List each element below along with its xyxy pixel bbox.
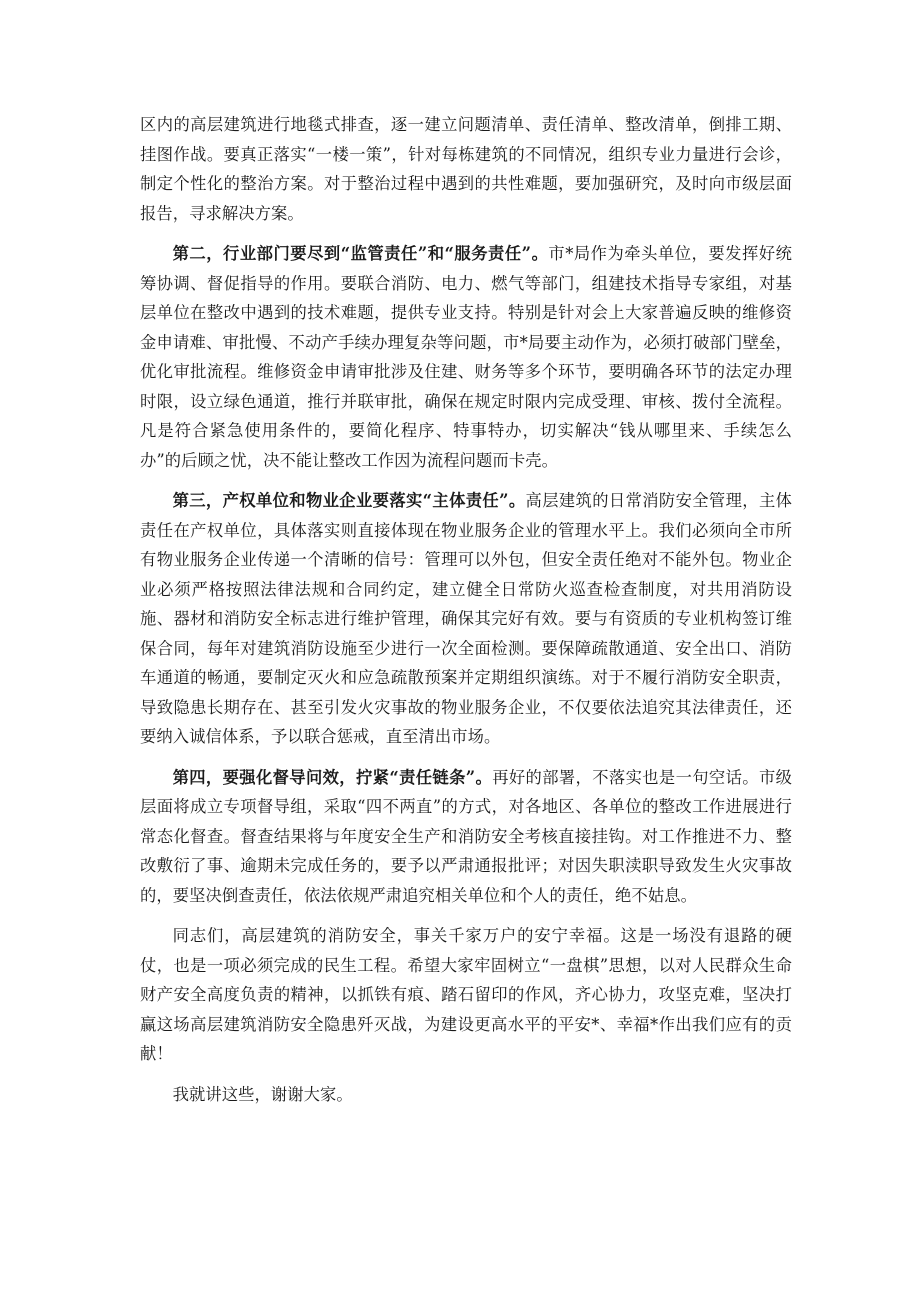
paragraph-text: 高层建筑的日常消防安全管理，主体责任在产权单位，具体落实则直接体现在物业服务企业的管理水平上。我们必须向全市所有物业服务企业传递一个清晰的信号：管理可以外包，但安全责任绝对不能外包。物业企业必须严格按照法律法规和合同约定，建立健全日常防火巡查检查制度，对共用消防设施、器材和消防安全标志进行维护管理，确保其完好有效。要与有资质的专业机构签订维保合同，每年对建筑消防设施至少进行一次全面检测。要保障疏散通道、安全出口、消防车通道的畅通，要制定灭火和应急疏散预案并定期组织演练。对于不履行消防安全职责，导致隐患长期存在、甚至引发火灾事故的物业服务企业，不仅要依法追究其法律责任，还要纳入诚信体系，予以联合惩戒，直至清出市场。 bbox=[140, 491, 793, 746]
paragraph-heading: 第三，产权单位和物业企业要落实“主体责任”。 bbox=[172, 491, 526, 510]
paragraph-closing bbox=[140, 1080, 792, 1110]
paragraph-conclusion bbox=[140, 921, 792, 1069]
paragraph-text: 区内的高层建筑进行地毯式排查，逐一建立问题清单、责任清单、整改清单，倒排工期、挂图作战。要真正落实“一楼一策”，针对每栋建筑的不同情况，组织专业力量进行会诊，制定个性化的整治方案。对于整治过程中遇到的共性难题，要加强研究，及时向市级层面报告，寻求解决方案。 bbox=[140, 115, 792, 223]
document-page bbox=[140, 110, 792, 1120]
paragraph-second-point bbox=[140, 239, 792, 475]
paragraph-fourth-point bbox=[140, 763, 792, 911]
paragraph-heading: 第二，行业部门要尽到“监管责任”和“服务责任”。 bbox=[172, 244, 549, 263]
paragraph-third-point bbox=[140, 486, 792, 752]
paragraph-heading: 第四，要强化督导问效，拧紧“责任链条”。 bbox=[172, 767, 493, 787]
paragraph-text: 我就讲这些，谢谢大家。 bbox=[172, 1084, 353, 1104]
paragraph-continuation bbox=[140, 110, 792, 228]
paragraph-text: 再好的部署，不落实也是一句空话。市级层面将成立专项督导组，采取“四不两直”的方式，对各地区、各单位的整改工作进展进行常态化督查。督查结果将与年度安全生产和消防安全考核直接挂钩。对工作推进不力、整改敷衍了事、逾期未完成任务的，要予以严肃通报批评；对因失职渎职导致发生火灾事故的，要坚决倒查责任，依法依规严肃追究相关单位和个人的责任，绝不姑息。 bbox=[140, 767, 792, 905]
paragraph-text: 同志们，高层建筑的消防安全，事关千家万户的安宁幸福。这是一场没有退路的硬仗，也是一项必须完成的民生工程。希望大家牢固树立“一盘棋”思想，以对人民群众生命财产安全高度负责的精神，以抓铁有痕、踏石留印的作风，齐心协力，攻坚克难，坚决打赢这场高层建筑消防安全隐患歼灭战，为建设更高水平的平安*、幸福*作出我们应有的贡献！ bbox=[140, 926, 792, 1063]
paragraph-text: 市*局作为牵头单位，要发挥好统筹协调、督促指导的作用。要联合消防、电力、燃气等部门，组建技术指导专家组，对基层单位在整改中遇到的技术难题，提供专业支持。特别是针对会上大家普遍反映的维修资金申请难、审批慢、不动产手续办理复杂等问题，市*局要主动作为，必须打破部门壁垒，优化审批流程。维修资金申请审批涉及住建、财务等多个环节，要明确各环节的法定办理时限，设立绿色通道，推行并联审批，确保在规定时限内完成受理、审核、拨付全流程。凡是符合紧急使用条件的，要简化程序、特事特办，切实解决“钱从哪里来、手续怎么办”的后顾之忧，决不能让整改工作因为流程问题而卡壳。 bbox=[140, 244, 792, 470]
